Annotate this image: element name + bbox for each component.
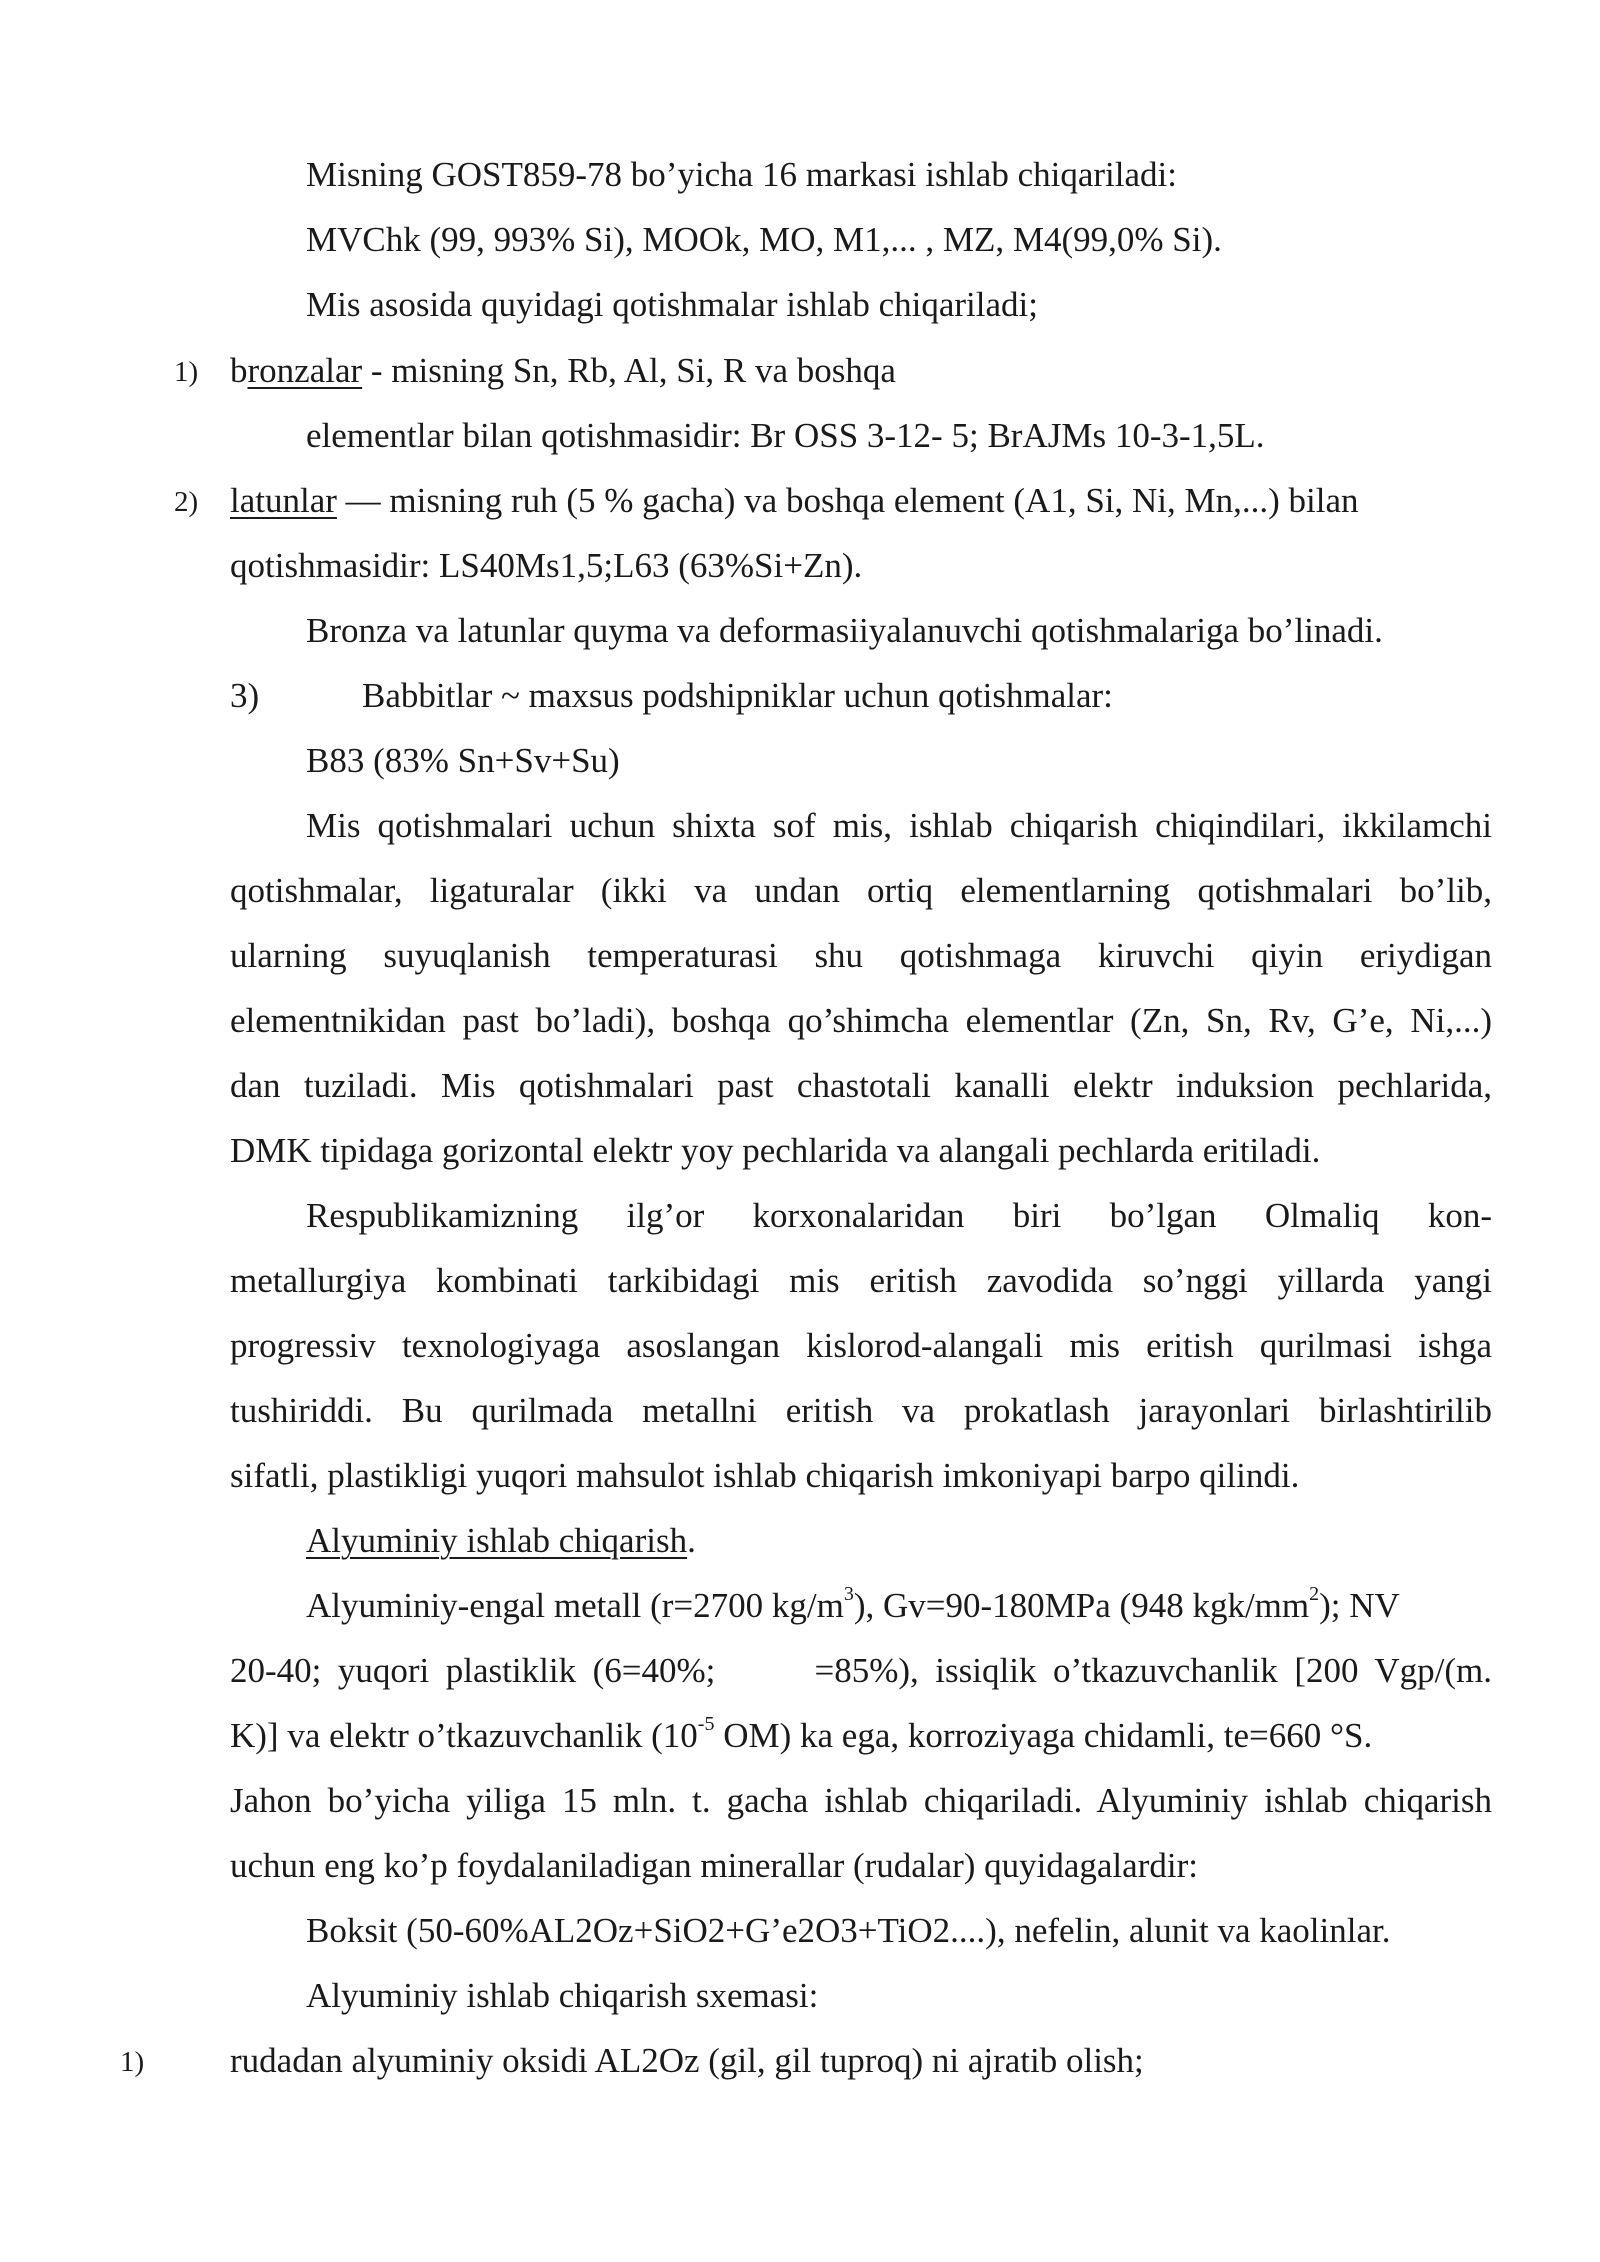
line-alloys-intro: Mis asosida quyidagi qotishmalar ishlab chiqariladi;	[306, 285, 1038, 324]
list-item-text: - misning Sn, Rb, Al, Si, R va boshqa	[362, 351, 896, 390]
line-brass-grades: qotishmasidir: LS40Ms1,5;L63 (63%Si+Zn).	[230, 546, 863, 585]
section-heading	[306, 1519, 696, 1563]
text-run: Alyuminiy-engal metall (r=2700 kg/m	[306, 1586, 844, 1625]
brass-link[interactable]: latunlar	[230, 481, 337, 520]
paragraph-line: elementnikidan past bo’ladi), boshqa qo’shimcha elementlar (Zn, Sn, Rv, G’e, Ni,...)	[230, 1001, 1492, 1040]
paragraph-line: Jahon bo’yicha yiliga 15 mln. t. gacha ishlab chiqariladi. Alyuminiy ishlab chiqarish	[230, 1781, 1492, 1820]
paragraph-line: dan tuziladi. Mis qotishmalari past chastotali kanalli elektr induksion pechlarida,	[230, 1066, 1492, 1105]
paragraph-line: ularning suyuqlanish temperaturasi shu qotishmaga kiruvchi qiyin eriydigan	[230, 936, 1492, 975]
superscript: 2	[1309, 1584, 1320, 1606]
text-run: ), Gv=90-180MPa (948 kgk/mm	[853, 1586, 1310, 1625]
list-number: 1)	[174, 356, 199, 388]
paragraph-line: tushiriddi. Bu qurilmada metallni eritish va prokatlash jarayonlari birlashtirilib	[230, 1391, 1492, 1430]
heading-dot: .	[687, 1521, 696, 1560]
paragraph-line: DMK tipidaga gorizontal elektr yoy pechlarida va alangali pechlarda eritiladi.	[230, 1131, 1321, 1170]
line-copper-grades: MVChk (99, 993% Si), MOOk, MO, M1,... , MZ, M4(99,0% Si).	[306, 220, 1222, 259]
list-number: 1)	[120, 2046, 145, 2078]
paragraph-line: Respublikamizning ilg’or korxonalaridan biri bo’lgan Olmaliq kon-	[306, 1196, 1492, 1235]
list-item-text: — misning ruh (5 % gacha) va boshqa element (A1, Si, Ni, Mn,...) bilan	[336, 481, 1359, 520]
paragraph-line: qotishmalar, ligaturalar (ikki va undan ortiq elementlarning qotishmalari bo’lib,	[230, 871, 1492, 910]
list-item-bronze	[230, 349, 896, 393]
paragraph-line: metallurgiya kombinati tarkibidagi mis eritish zavodida so’nggi yillarda yangi	[230, 1261, 1492, 1300]
text-run: ); NV	[1319, 1586, 1400, 1625]
paragraph-line	[306, 1584, 1492, 1628]
list-item-brass	[230, 479, 1492, 523]
paragraph-line	[230, 1714, 1492, 1758]
list-number: 3)	[230, 676, 260, 715]
text-run: OM) ka ega, korroziyaga chidamli, te=660 °S.	[714, 1716, 1373, 1755]
paragraph-line: 20-40; yuqori plastiklik (6=40%; =85%), issiqlik o’tkazuvchanlik [200 Vgp/(m.	[230, 1651, 1492, 1690]
paragraph-line: sifatli, plastikligi yuqori mahsulot ishlab chiqarish imkoniyapi barpo qilindi.	[230, 1456, 1300, 1495]
superscript: -5	[697, 1714, 715, 1736]
paragraph-line: uchun eng ko’p foydalaniladigan minerallar (rudalar) quyidagalardir:	[230, 1846, 1198, 1885]
superscript: 3	[843, 1584, 854, 1606]
line-scheme-intro: Alyuminiy ishlab chiqarish sxemasi:	[306, 1976, 819, 2015]
line-bronze-grades: elementlar bilan qotishmasidir: Br OSS 3-12- 5; BrAJMs 10-3-1,5L.	[306, 416, 1265, 455]
line-gost-brands: Misning GOST859-78 bo’yicha 16 markasi ishlab chiqariladi:	[306, 155, 1177, 194]
aluminium-production-link[interactable]: Alyuminiy ishlab chiqarish	[306, 1521, 688, 1560]
list-item-babbitt: Babbitlar ~ maxsus podshipniklar uchun qotishmalar:	[362, 676, 1113, 715]
paragraph-line: Mis qotishmalari uchun shixta sof mis, ishlab chiqarish chiqindilari, ikkilamchi	[306, 806, 1492, 845]
line-minerals: Boksit (50-60%AL2Oz+SiO2+G’e2O3+TiO2....), nefelin, alunit va kaolinlar.	[306, 1911, 1391, 1950]
text-run: K)] va elektr o’tkazuvchanlik (10	[230, 1716, 698, 1755]
line-bronze-brass-split: Bronza va latunlar quyma va deformasiiyalanuvchi qotishmalariga bo’linadi.	[306, 611, 1383, 650]
line-babbitt-grade: B83 (83% Sn+Sv+Su)	[306, 741, 620, 780]
list-number: 2)	[174, 486, 199, 518]
list-item-text: b	[230, 351, 248, 390]
paragraph-line: progressiv texnologiyaga asoslangan kislorod-alangali mis eritish qurilmasi ishga	[230, 1326, 1492, 1365]
list-item-alumina: rudadan alyuminiy oksidi AL2Oz (gil, gil tuproq) ni ajratib olish;	[230, 2041, 1144, 2080]
bronze-link[interactable]: ronzalar	[247, 351, 363, 390]
